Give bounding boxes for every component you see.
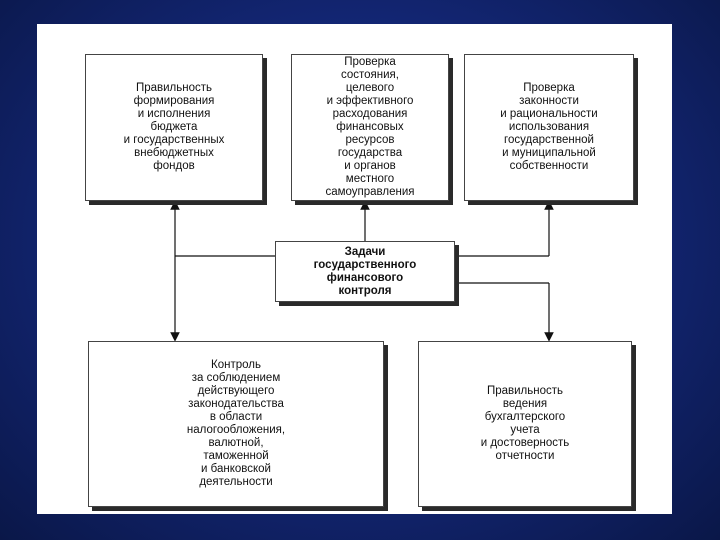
- box-top-right-text: Проверка законности и рациональности использования государственной и муниципальной собственности: [500, 82, 598, 172]
- box-top-right: [464, 54, 634, 201]
- slide: [37, 24, 672, 514]
- box-bottom-left: [88, 341, 384, 507]
- box-center: [275, 241, 455, 302]
- box-center-text: Задачи государственного финансового контроля: [313, 245, 417, 297]
- box-top-middle: [291, 54, 449, 201]
- box-bottom-right-text: Правильность ведения бухгалтерского учета и достоверность отчетности: [480, 385, 570, 462]
- box-bottom-left-text: Контроль за соблюдением действующего законодательства в области налогообложения, валютной, таможенной и банковской деятельности: [186, 359, 286, 488]
- box-top-middle-text: Проверка состояния, целевого и эффективного расходования финансовых ресурсов государства и органов местного самоуправления: [325, 56, 415, 198]
- box-bottom-right: [418, 341, 632, 507]
- box-top-left-text: Правильность формирования и исполнения бюджета и государственных внебюджетных фондов: [123, 82, 225, 172]
- box-top-left: [85, 54, 263, 201]
